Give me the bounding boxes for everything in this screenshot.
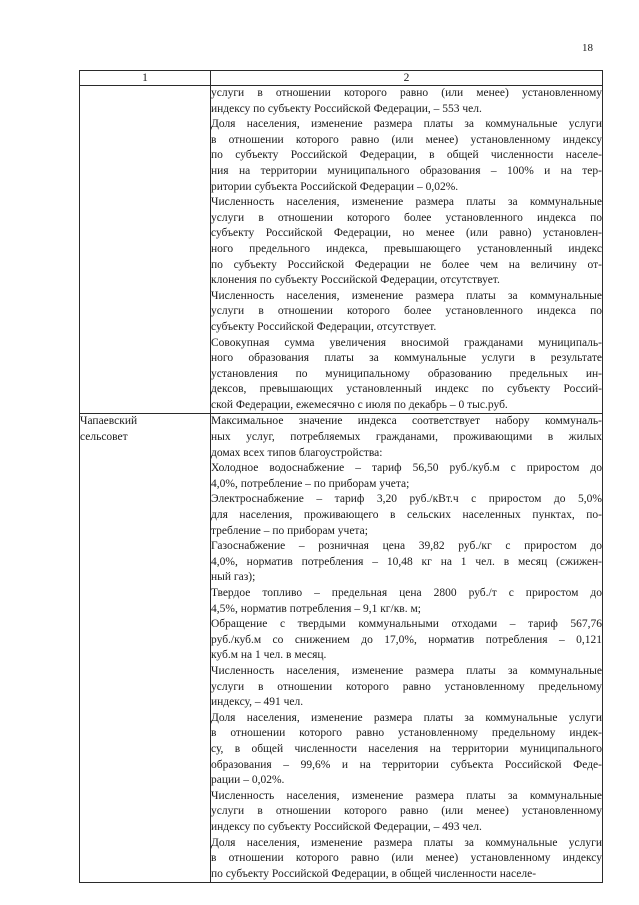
text-line: услуги в отношении которого равно установленному предельному (211, 680, 602, 693)
text-line: Газоснабжение – розничная цена 39,82 руб./кг с приростом до (211, 540, 602, 553)
text-line: Доля населения, изменение размера платы за коммунальные услуги (211, 836, 602, 849)
paragraph (211, 664, 602, 711)
description-cell (211, 414, 603, 883)
text-line: ской Федерации, ежемесячно с июля по декабрь – 0 тыс.руб. (211, 398, 508, 411)
text-line: в отношении которого равно (или менее) установленному индексу (211, 133, 602, 146)
text-line: су, в общей численности населения на территории муниципального (211, 742, 602, 755)
column-header-2: 2 (211, 71, 603, 86)
table-row (80, 414, 603, 883)
text-line: куб.м на 1 чел. в месяц. (211, 649, 327, 662)
text-line: образования – 99,6% и на территории субъекта Российской Феде- (211, 758, 602, 771)
paragraph (211, 289, 602, 336)
text-line: по субъекту Российской Федерации не более чем на величину от- (211, 258, 602, 271)
table-header-row (80, 71, 603, 86)
text-line: индексу, – 491 чел. (211, 696, 304, 709)
text-line: руб./куб.м со снижением до 17,0%, норматив потребления – 0,121 (211, 633, 602, 646)
paragraph (211, 789, 602, 836)
text-line: домах всех типов благоустройства: (211, 446, 383, 459)
text-line: Обращение с твердыми коммунальными отходами – тариф 567,76 (211, 618, 602, 631)
text-line: установления по муниципальному образованию предельных ин- (211, 367, 602, 380)
paragraph (211, 492, 602, 539)
text-line: ритории субъекта Российской Федерации – 0,02%. (211, 180, 459, 193)
text-line: 4,0%, норматив потребления – 10,48 кг на 1 чел. в месяц (сжижен- (211, 555, 602, 568)
text-line: по субъекту Российской Федерации, в общей численности населе- (211, 149, 602, 162)
text-line: Численность населения, изменение размера платы за коммунальные (211, 196, 602, 209)
paragraph (211, 86, 602, 117)
region-name-line (80, 102, 210, 118)
text-line: услуги в отношении которого более установленного индекса по (211, 211, 602, 224)
region-name-line (80, 86, 210, 102)
text-line: Численность населения, изменение размера платы за коммунальные (211, 789, 602, 802)
page-number: 18 (582, 42, 593, 54)
region-cell (80, 86, 211, 414)
text-line: услуги в отношении которого более установленного индекса по (211, 305, 602, 318)
text-line: Численность населения, изменение размера платы за коммунальные (211, 289, 602, 302)
text-line: требление – по приборам учета; (211, 524, 368, 537)
paragraph (211, 117, 602, 195)
region-name-line: Чапаевский (80, 415, 138, 428)
text-line: 4,5%, норматив потребления – 9,1 кг/кв. м; (211, 602, 421, 615)
text-line: ного образования платы за коммунальные услуги в результате (211, 352, 602, 365)
text-line: Максимальное значение индекса соответствует набору коммуналь- (211, 415, 602, 428)
text-line: ного предельного индекса, превышающего установленный индекс (211, 242, 602, 255)
paragraph (211, 617, 602, 664)
column-header-1: 1 (80, 71, 211, 86)
text-line: Холодное водоснабжение – тариф 56,50 руб./куб.м с приростом до (211, 462, 602, 475)
paragraph (211, 539, 602, 586)
text-line: субъекту Российской Федерации, отсутствует. (211, 320, 437, 333)
table-row (80, 86, 603, 414)
text-line: рации – 0,02%. (211, 774, 285, 787)
text-line: в отношении которого равно установленному предельному индек- (211, 727, 602, 740)
paragraph (211, 461, 602, 492)
text-line: индексу по субъекту Российской Федерации, – 493 чел. (211, 820, 482, 833)
description-cell (211, 86, 603, 414)
text-line: по субъекту Российской Федерации, в общей численности населе- (211, 867, 537, 880)
text-line: 4,0%, потребление – по приборам учета; (211, 477, 410, 490)
text-line: Твердое топливо – предельная цена 2800 руб./т с приростом до (211, 587, 602, 599)
text-line: услуги в отношении которого равно (или менее) установленному (211, 87, 602, 99)
text-line: Доля населения, изменение размера платы за коммунальные услуги (211, 711, 602, 724)
text-line: дексов, превышающих установленный индекс по субъекту Россий- (211, 383, 602, 396)
text-line: Совокупная сумма увеличения вносимой гражданами муниципаль- (211, 336, 602, 349)
paragraph (211, 414, 602, 461)
text-line: субъекту Российской Федерации, но менее (или равно) установлен- (211, 227, 602, 240)
text-line: для населения, проживающего в сельских населенных пунктах, по- (211, 509, 602, 522)
paragraph (211, 711, 602, 789)
paragraph (211, 836, 602, 883)
text-line: в отношении которого равно (или менее) установленному индексу (211, 852, 602, 865)
text-line: Электроснабжение – тариф 3,20 руб./кВт.ч с приростом до 5,0% (211, 493, 602, 506)
text-line: клонения по субъекту Российской Федерации, отсутствует. (211, 274, 500, 287)
text-line: Численность населения, изменение размера платы за коммунальные (211, 664, 602, 677)
text-line: индексу по субъекту Российской Федерации, – 553 чел. (211, 102, 482, 115)
paragraph (211, 195, 602, 289)
text-line: ния на территории муниципального образования – 100% и на тер- (211, 164, 602, 177)
paragraph (211, 336, 602, 414)
data-table (79, 70, 603, 883)
text-line: ный газ); (211, 571, 256, 584)
region-name-line: сельсовет (80, 431, 128, 444)
region-cell (80, 414, 211, 883)
text-line: ных услуг, потребляемых гражданами, проживающими в жилых (211, 431, 602, 444)
text-line: услуги в отношении которого равно (или менее) установленному (211, 805, 602, 818)
text-line: Доля населения, изменение размера платы за коммунальные услуги (211, 118, 602, 131)
paragraph (211, 586, 602, 617)
